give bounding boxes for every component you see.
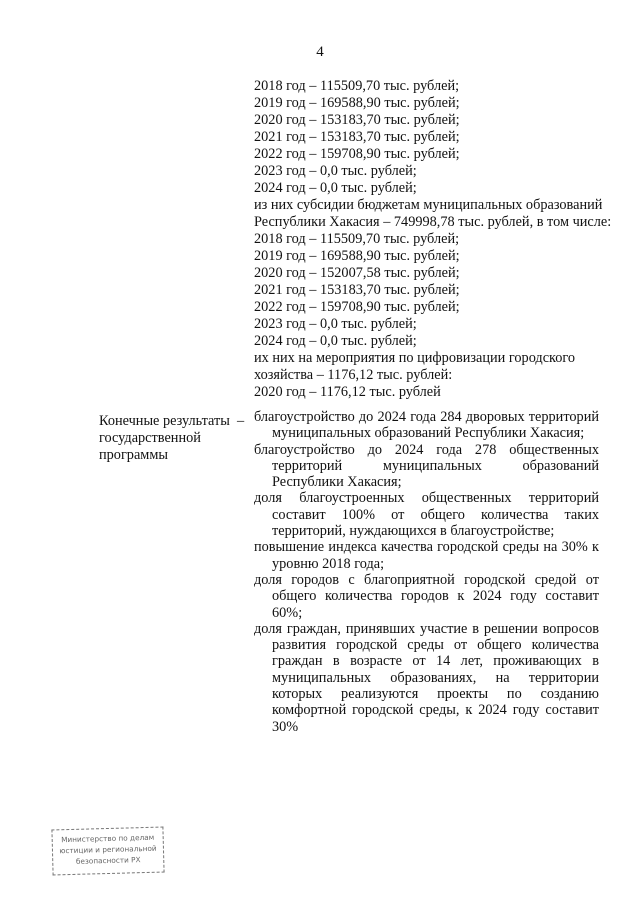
funding-line: 2023 год – 0,0 тыс. рублей;	[254, 316, 417, 332]
funding-line: 2020 год – 152007,58 тыс. рублей;	[254, 265, 460, 281]
result-item: доля городов с благоприятной городской средой от общего количества городов к 2024 году составит 60%;	[254, 571, 599, 621]
results-label-line: Конечные результаты	[99, 413, 230, 429]
funding-line: Республики Хакасия – 749998,78 тыс. рублей, в том числе:	[254, 214, 612, 230]
page-number: 4	[316, 44, 324, 60]
stamp-line: юстиции и региональной	[59, 843, 157, 856]
results-label-line: программы	[99, 447, 169, 463]
funding-line: 2024 год – 0,0 тыс. рублей;	[254, 333, 417, 349]
result-item: благоустройство до 2024 года 278 общественных территорий муниципальных образований Республики Хакасия;	[254, 441, 599, 491]
funding-line: 2019 год – 169588,90 тыс. рублей;	[254, 248, 460, 264]
funding-line: хозяйства – 1176,12 тыс. рублей:	[254, 367, 453, 383]
registration-stamp	[51, 827, 164, 876]
funding-line: 2018 год – 115509,70 тыс. рублей;	[254, 231, 460, 247]
funding-line: 2024 год – 0,0 тыс. рублей;	[254, 180, 417, 196]
funding-line: 2022 год – 159708,90 тыс. рублей;	[254, 146, 460, 162]
funding-line: 2019 год – 169588,90 тыс. рублей;	[254, 95, 460, 111]
funding-line: 2021 год – 153183,70 тыс. рублей;	[254, 129, 460, 145]
funding-line: 2021 год – 153183,70 тыс. рублей;	[254, 282, 460, 298]
result-item: благоустройство до 2024 года 284 дворовых территорий муниципальных образований Республики Хакасия;	[254, 409, 599, 442]
results-dash: –	[237, 413, 245, 429]
stamp-line: безопасности РХ	[75, 855, 141, 866]
result-item: повышение индекса качества городской среды на 30% к уровню 2018 года;	[254, 539, 599, 572]
funding-line: 2018 год – 115509,70 тыс. рублей;	[254, 78, 460, 94]
funding-line: их них на мероприятия по цифровизации городского	[254, 350, 576, 366]
funding-line: из них субсидии бюджетам муниципальных образований	[254, 197, 603, 213]
result-item: доля благоустроенных общественных территорий составит 100% от общего количества таких территорий, нуждающихся в благоустройстве;	[254, 490, 599, 540]
funding-line: 2020 год – 153183,70 тыс. рублей;	[254, 112, 460, 128]
stamp-line: Министерство по делам	[61, 832, 155, 845]
result-item: доля граждан, принявших участие в решении вопросов развития городской среды от общего количества граждан в возрасте от 14 лет, проживающих в муниципальных образованиях, на территории которых реализуются проекты по созданию комфортной городской среды, к 2024 году составит 30%	[254, 620, 599, 735]
results-list	[254, 409, 599, 735]
funding-line: 2020 год – 1176,12 тыс. рублей	[254, 384, 441, 400]
funding-line: 2022 год – 159708,90 тыс. рублей;	[254, 299, 460, 315]
funding-line: 2023 год – 0,0 тыс. рублей;	[254, 163, 417, 179]
results-label-line: государственной	[99, 430, 201, 446]
